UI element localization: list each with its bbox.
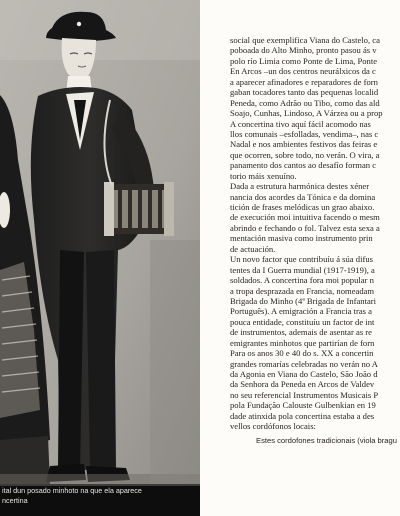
article-line: Português). A emigración a Francia tras a xyxy=(230,306,372,317)
article-column xyxy=(230,35,400,446)
article-line: Para os anos 30 e 40 do s. XX a concertin xyxy=(230,348,374,359)
article-line: no seu referencial Instrumentos Musicais P xyxy=(230,389,379,400)
article-line: tentes da I Guerra mundial (1917-1919), a xyxy=(230,264,375,275)
article-line: Soajo, Cunhas, Lindoso, A Várzea ou a prop xyxy=(230,108,383,119)
caption-line: ital dun posado minhoto na que ela aparece xyxy=(2,486,142,495)
article-line: de instrumentos, ademais de asentar as re xyxy=(230,327,372,338)
article-quote: Estes cordofones tradicionais (viola bragu xyxy=(256,435,397,445)
article-line: llos comunais –esfolladas, vendima–, nas c xyxy=(230,128,379,139)
article-line: En Arcos –un dos centros neurálxicos da c xyxy=(230,66,376,77)
article-line: soldados. A concertina fora moi popular n xyxy=(230,275,374,286)
article-line: Brigada do Minho (4ª Brigada de Infantari xyxy=(230,295,377,306)
photo-caption xyxy=(2,486,198,505)
article-line: A concertina tivo aquí fácil acomodo nas xyxy=(230,118,371,129)
article-line: a aparecer afinadores e reparadores de forn xyxy=(230,76,378,87)
article-line: panamento dos cantos ao desafío forman c xyxy=(230,160,377,171)
article-line: Dada a estrutura harmónica destes xéner xyxy=(230,181,370,192)
article-line: pouca entidade, constituíu un factor de int xyxy=(230,316,375,327)
article-line: emigrantes minhotos que partirían de forn xyxy=(230,337,375,348)
article-line: abrindo e fechando o fol. Talvez esta sexa a xyxy=(230,222,380,233)
article-line: Peneda, como Adrão ou Tibo, como das ald xyxy=(230,97,380,108)
article-line: polo río Limia como Ponte de Lima, Ponte xyxy=(230,55,378,66)
article-line: gaban tocadores tanto das pequenas localid xyxy=(230,87,379,98)
article-line: pola Fundação Calouste Gulbenkian en 19 xyxy=(230,400,376,411)
article-line: Nadal e nos ambientes festivos das feiras e xyxy=(230,139,378,150)
article-line: vellos cordófonos locais: xyxy=(230,421,316,432)
article-line: da Senhora da Peneda en Arcos de Valdev xyxy=(230,379,375,390)
article-line: a tropa desprazada en Francia, nomeadam xyxy=(230,285,375,296)
article-line: grandes romarías celebradas no verán no A xyxy=(230,358,378,369)
article-line: social que exemplifica Viana do Castelo, ca xyxy=(230,35,380,45)
article-line: da Agonia en Viana do Castelo, São João d xyxy=(230,369,378,379)
article-line: que ocorren, sobre todo, no verán. O vira, a xyxy=(230,149,380,160)
article-line: Un novo factor que contribuíu á súa difus xyxy=(230,254,373,265)
article-line: de actuación. xyxy=(230,243,276,254)
article-line: tición de frases melódicas un grao abaixo. xyxy=(230,202,375,212)
article-line: poboada do Alto Minho, pronto pasou ás v xyxy=(230,45,377,56)
article-line: torio máis xenuíno. xyxy=(230,170,297,181)
article-line: dade atinxida pola concertina estaba a des xyxy=(230,410,375,421)
caption-line: ncertina xyxy=(2,495,28,505)
article-line: nancia dos acordes da Tónica e da domina xyxy=(230,191,376,202)
article-line: mentación masiva como instrumento prin xyxy=(230,233,373,244)
article-line: de execución moi intuitiva facendo o mesm xyxy=(230,212,380,223)
